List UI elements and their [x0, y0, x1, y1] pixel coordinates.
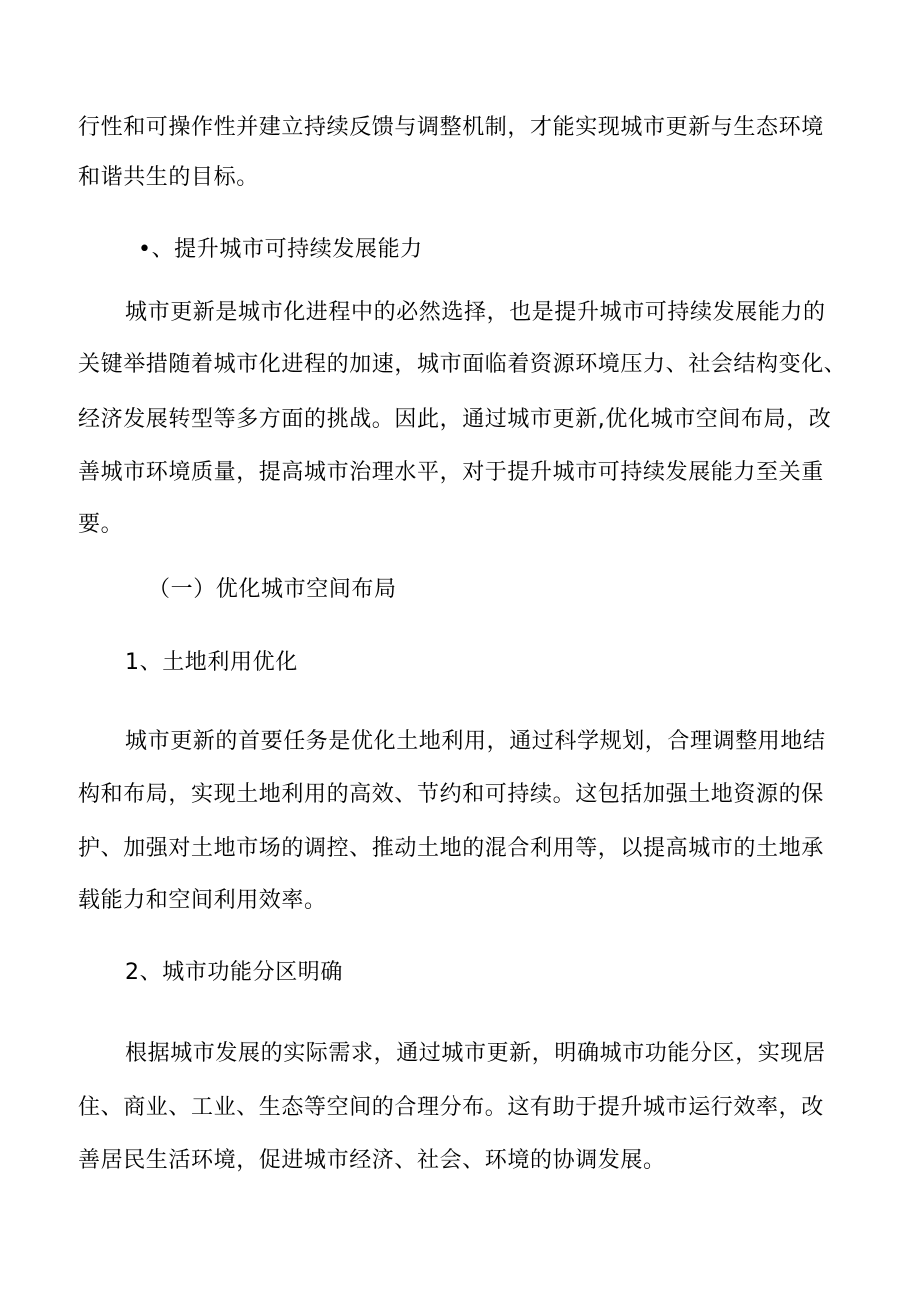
section-paragraph-line-3: 经济发展转型等多方面的挑战。因此，通过城市更新,优化城市空间布局，改 — [78, 407, 832, 432]
item2-paragraph-line-2: 住、商业、工业、生态等空间的合理分布。这有助于提升城市运行效率，改 — [78, 1095, 824, 1120]
intro-paragraph-line-2: 和谐共生的目标。 — [78, 165, 259, 190]
section-paragraph-line-4: 善城市环境质量，提高城市治理水平，对于提升城市可持续发展能力至关重 — [78, 460, 824, 485]
subsection-heading: （一）优化城市空间布局 — [148, 577, 397, 602]
section-heading: •、提升城市可持续发展能力 — [138, 237, 423, 262]
section-paragraph-line-5: 要。 — [78, 512, 124, 537]
section-paragraph-line-2: 关键举措随着城市化进程的加速，城市面临着资源环境压力、社会结构变化、 — [78, 352, 847, 377]
item1-paragraph-line-4: 载能力和空间利用效率。 — [78, 888, 327, 913]
item2-heading: 2、城市功能分区明确 — [125, 960, 343, 985]
item2-paragraph-line-1: 根据城市发展的实际需求，通过城市更新，明确城市功能分区，实现居 — [125, 1041, 826, 1066]
item1-paragraph-line-2: 构和布局，实现土地利用的高效、节约和可持续。这包括加强土地资源的保 — [78, 782, 824, 807]
item1-heading: 1、土地利用优化 — [125, 650, 298, 675]
item2-paragraph-line-3: 善居民生活环境，促进城市经济、社会、环境的协调发展。 — [78, 1148, 666, 1173]
section-paragraph-line-1: 城市更新是城市化进程中的必然选择，也是提升城市可持续发展能力的 — [125, 300, 826, 325]
item1-paragraph-line-1: 城市更新的首要任务是优化土地利用，通过科学规划，合理调整用地结 — [125, 729, 826, 754]
intro-paragraph-line-1: 行性和可操作性并建立持续反馈与调整机制，才能实现城市更新与生态环境 — [78, 115, 824, 140]
item1-paragraph-line-3: 护、加强对土地市场的调控、推动土地的混合利用等，以提高城市的土地承 — [78, 836, 824, 861]
